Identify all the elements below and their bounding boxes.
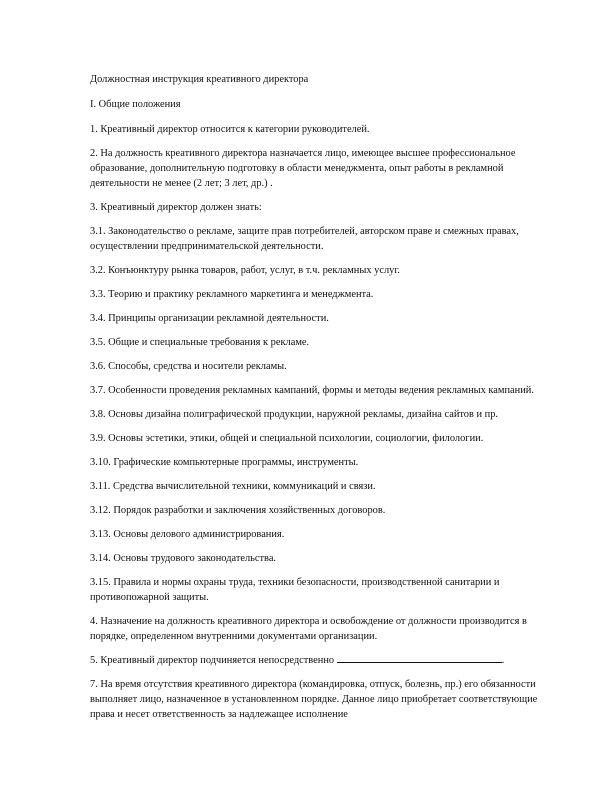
paragraph: 3.12. Порядок разработки и заключения хозяйственных договоров.: [90, 505, 386, 516]
paragraph: 3.4. Принципы организации рекламной деятельности.: [90, 313, 329, 324]
paragraph: 3.6. Способы, средства и носители рекламы.: [90, 361, 287, 372]
paragraph-5-end: .: [501, 655, 505, 666]
paragraph: 2. На должность креативного директора назначается лицо, имеющее высшее профессиональное образование, дополнительную подготовку в области менеджмента, опыт работы в рекламной деятельности не менее (2 лет; 3 лет, др.) .: [90, 148, 516, 189]
paragraph: 3. Креативный директор должен знать:: [90, 202, 262, 213]
paragraph: 3.15. Правила и нормы охраны труда, техники безопасности, производственной санитарии и противопожарной защиты.: [90, 577, 500, 603]
paragraph: 3.10. Графические компьютерные программы, инструменты.: [90, 457, 359, 468]
blank-fill-line: [337, 653, 502, 663]
paragraph: 3.3. Теорию и практику рекламного маркетинга и менеджмента.: [90, 289, 374, 300]
paragraph: 3.14. Основы трудового законодательства.: [90, 553, 277, 564]
paragraph: 3.13. Основы делового администрирования.: [90, 529, 285, 540]
paragraph: 3.2. Конъюнктуру рынка товаров, работ, услуг, в т.ч. рекламных услуг.: [90, 265, 401, 276]
paragraph-5: [90, 653, 540, 668]
paragraph-7: 7. На время отсутствия креативного директора (командировка, отпуск, болезнь, пр.) его обязанности выполняет лицо, назначенное в установленном порядке. Данное лицо приобретает соответствующие права и несет ответственность за надлежащее исполнение: [90, 679, 538, 720]
paragraph: 3.11. Средства вычислительной техники, коммуникаций и связи.: [90, 481, 376, 492]
section-heading: I. Общие положения: [90, 99, 181, 110]
paragraph: 3.1. Законодательство о рекламе, защите прав потребителей, авторском праве и смежных правах, осуществлении предпринимательской деятельности.: [90, 226, 519, 252]
paragraph: 3.8. Основы дизайна полиграфической продукции, наружной рекламы, дизайна сайтов и пр.: [90, 409, 499, 420]
paragraph: 1. Креативный директор относится к категории руководителей.: [90, 124, 370, 135]
paragraph: 3.5. Общие и специальные требования к рекламе.: [90, 337, 310, 348]
paragraph: 4. Назначение на должность креативного директора и освобождение от должности производится в порядке, определенном внутренними документами организации.: [90, 616, 527, 642]
document-title: Должностная инструкция креативного директора: [90, 74, 309, 85]
paragraph: 3.9. Основы эстетики, этики, общей и специальной психологии, социологии, филологии.: [90, 433, 484, 444]
paragraph: 3.7. Особенности проведения рекламных кампаний, формы и методы ведения рекламных кампаний.: [90, 385, 534, 396]
paragraph-5-text: 5. Креативный директор подчиняется непосредственно: [90, 655, 335, 666]
paragraph-list: [90, 122, 540, 644]
